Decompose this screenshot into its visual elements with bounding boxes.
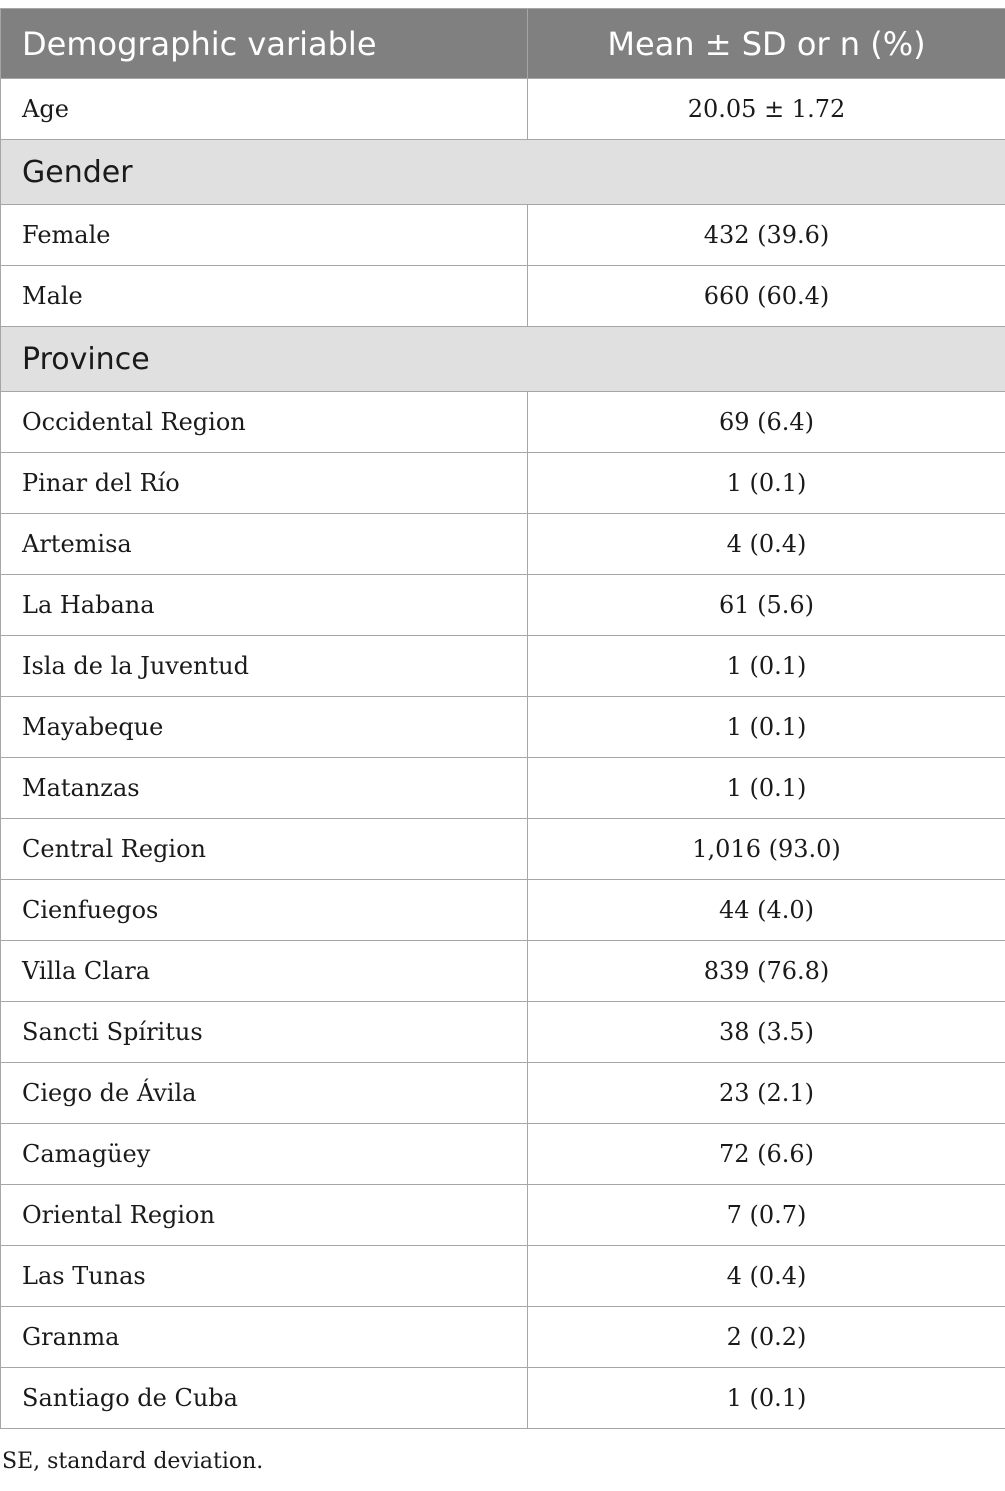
table-row (1, 880, 1005, 941)
row-value: 7 (0.7) (528, 1185, 1005, 1246)
demographics-table (0, 8, 1005, 1429)
row-value: 660 (60.4) (528, 266, 1005, 327)
row-value: 4 (0.4) (528, 1246, 1005, 1307)
row-label: Occidental Region (1, 392, 528, 453)
table-row (1, 1124, 1005, 1185)
table-row (1, 266, 1005, 327)
table-row (1, 1002, 1005, 1063)
demographics-table-container (0, 8, 1005, 1429)
row-label: Mayabeque (1, 697, 528, 758)
row-label: Granma (1, 1307, 528, 1368)
table-row (1, 941, 1005, 1002)
row-value: 1 (0.1) (528, 1368, 1005, 1429)
table-header-row (1, 9, 1005, 79)
table-row (1, 1063, 1005, 1124)
table-row (1, 1185, 1005, 1246)
row-label: Pinar del Río (1, 453, 528, 514)
row-label: Villa Clara (1, 941, 528, 1002)
table-row (1, 453, 1005, 514)
row-label: Central Region (1, 819, 528, 880)
table-row (1, 575, 1005, 636)
row-value: 38 (3.5) (528, 1002, 1005, 1063)
table-row (1, 1368, 1005, 1429)
row-value: 432 (39.6) (528, 205, 1005, 266)
row-value: 1 (0.1) (528, 636, 1005, 697)
table-row (1, 819, 1005, 880)
row-label: Age (1, 79, 528, 140)
row-label: Sancti Spíritus (1, 1002, 528, 1063)
section-row-province (1, 327, 1005, 392)
row-label: Cienfuegos (1, 880, 528, 941)
table-row (1, 636, 1005, 697)
header-mean-sd: Mean ± SD or n (%) (528, 9, 1005, 79)
row-value: 1 (0.1) (528, 697, 1005, 758)
row-value: 61 (5.6) (528, 575, 1005, 636)
row-value: 4 (0.4) (528, 514, 1005, 575)
row-value: 72 (6.6) (528, 1124, 1005, 1185)
row-value: 44 (4.0) (528, 880, 1005, 941)
row-value: 1 (0.1) (528, 453, 1005, 514)
row-label: Ciego de Ávila (1, 1063, 528, 1124)
row-label: Female (1, 205, 528, 266)
row-label: Oriental Region (1, 1185, 528, 1246)
row-value: 69 (6.4) (528, 392, 1005, 453)
row-value: 2 (0.2) (528, 1307, 1005, 1368)
province-rows (1, 392, 1005, 1429)
table-row (1, 1246, 1005, 1307)
row-label: Isla de la Juventud (1, 636, 528, 697)
row-label: Las Tunas (1, 1246, 528, 1307)
row-value: 1 (0.1) (528, 758, 1005, 819)
row-value: 1,016 (93.0) (528, 819, 1005, 880)
table-row (1, 758, 1005, 819)
row-label: Santiago de Cuba (1, 1368, 528, 1429)
table-row (1, 697, 1005, 758)
section-row-gender (1, 140, 1005, 205)
row-label: Matanzas (1, 758, 528, 819)
row-label: Artemisa (1, 514, 528, 575)
row-label: Camagüey (1, 1124, 528, 1185)
table-row (1, 392, 1005, 453)
table-footnote: SE, standard deviation. (2, 1449, 264, 1474)
header-demographic-variable: Demographic variable (1, 9, 528, 79)
row-value: 23 (2.1) (528, 1063, 1005, 1124)
row-value: 20.05 ± 1.72 (528, 79, 1005, 140)
row-label: La Habana (1, 575, 528, 636)
section-label-province: Province (1, 327, 1005, 392)
table-row (1, 514, 1005, 575)
row-value: 839 (76.8) (528, 941, 1005, 1002)
table-row (1, 1307, 1005, 1368)
table-row (1, 79, 1005, 140)
section-label-gender: Gender (1, 140, 1005, 205)
row-label: Male (1, 266, 528, 327)
table-row (1, 205, 1005, 266)
